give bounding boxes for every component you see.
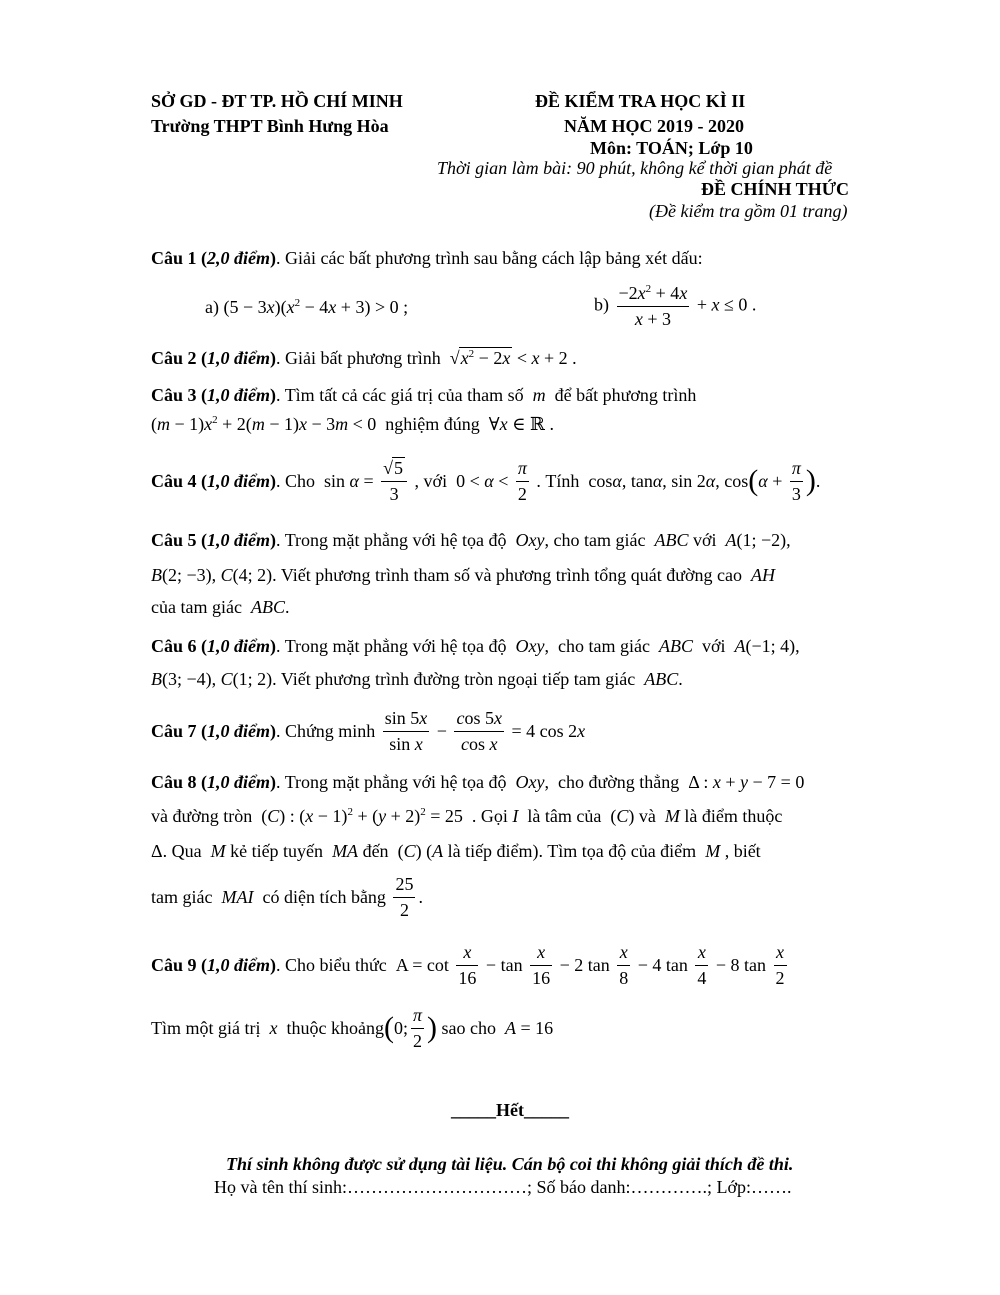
q8-line-2: và đường tròn (C) : $(x - 1)^2 + (y + 2)^2 = 25$ . Gọi I là tâm của (C) và M là điểm thuộc	[151, 806, 783, 826]
q3-text2: để bất phương trình	[554, 385, 697, 405]
q1-points: 2,0 điểm	[207, 248, 271, 268]
q8-line-4: tam giác MAI có diện tích bằng $\frac{25}{2}$ .	[151, 874, 423, 920]
question-1: Câu 1 (2,0 điểm). Giải các bất phương trình sau bằng cách lập bảng xét dấu:	[151, 248, 703, 268]
q8-text3: và đường tròn	[151, 806, 253, 826]
q8-text10: đến	[362, 841, 389, 861]
q6-points: 1,0 điểm	[207, 636, 271, 656]
q4-fraction-pi2: $\frac{\pi}{2}$	[517, 458, 527, 504]
q8-points: 1,0 điểm	[207, 772, 271, 792]
question-5: Câu 5 (1,0 điểm). Trong mặt phẳng với hệ tọa độ Oxy, cho tam giác ABC với A(1; −2),	[151, 530, 791, 550]
q9-fraction-8: $\frac{x}{8}$	[619, 942, 629, 988]
dept-name: SỞ GD - ĐT TP. HỒ CHÍ MINH	[151, 91, 403, 111]
question-7: Câu 7 (1,0 điểm). Chứng minh $\frac{\sin 5x}{\text{sin x}}$ − $\frac{\cos 5x}{\text{cos x}}$ = 4 cos 2x	[151, 708, 586, 754]
q8-text2: cho đường thẳng	[558, 772, 680, 792]
q1-part-a	[205, 297, 408, 318]
q5-text2: cho tam giác	[553, 530, 646, 550]
q6-text: . Trong mặt phẳng với hệ tọa độ	[276, 636, 507, 656]
q2-label: Câu 2	[151, 348, 197, 368]
q9-fraction-4: $\frac{x}{4}$	[697, 942, 707, 988]
q6-line-2: B(3; −4), C(1; 2). Viết phương trình đường tròn ngoại tiếp tam giác ABC.	[151, 669, 683, 689]
q4-fraction-pi3: $\frac{\pi}{3}$	[791, 458, 801, 504]
q9-fraction-16a: $\frac{x}{16}$	[458, 942, 477, 988]
q5-points: 1,0 điểm	[207, 530, 271, 550]
time-line: Thời gian làm bài: 90 phút, không kể thời gian phát đề	[437, 158, 833, 178]
q3-text3: nghiệm đúng	[385, 414, 480, 434]
q8-text5: là tâm của	[527, 806, 602, 826]
q8-text11: là tiếp điểm). Tìm tọa độ của điểm	[447, 841, 697, 861]
q4-fraction-sin: $\frac{√5}{3}$	[381, 458, 407, 504]
q9-text4: sao cho	[441, 1017, 497, 1038]
q4-label: Câu 4	[151, 470, 197, 491]
q8-fraction-area: $\frac{25}{2}$	[395, 874, 414, 920]
q8-text14: có diện tích bằng	[262, 886, 386, 907]
q5-line-3: của tam giác ABC.	[151, 597, 290, 617]
q2-points: 1,0 điểm	[207, 348, 271, 368]
subject-line: Môn: TOÁN; Lớp 10	[590, 138, 753, 158]
q7-fraction-cos: $\frac{\cos 5x}{\text{cos x}}$	[456, 708, 502, 754]
official-label: ĐỀ CHÍNH THỨC	[701, 179, 850, 199]
question-6: Câu 6 (1,0 điểm). Trong mặt phẳng với hệ tọa độ Oxy, cho tam giác ABC với A(−1; 4),	[151, 636, 800, 656]
question-8: Câu 8 (1,0 điểm). Trong mặt phẳng với hệ tọa độ Oxy, cho đường thẳng Δ : x + y − 7 = 0	[151, 772, 805, 792]
q1-label: Câu 1	[151, 248, 197, 268]
q4-text2: , với	[414, 470, 448, 491]
q8-text7: là điểm thuộc	[684, 806, 783, 826]
q5-text4: . Viết phương trình tham số và phương trình tổng quát đường cao	[272, 565, 743, 585]
question-4: Câu 4 (1,0 điểm). Cho sin α = $\frac{√5}{3}$ , với 0 < α < $\frac{\pi}{2}$ . Tính cosα, tanα, sin 2α, cos(α + $\frac{\pi}{3}$ ).	[151, 458, 821, 504]
exam-title: ĐỀ KIỂM TRA HỌC KÌ II	[535, 91, 746, 111]
q4-text3: . Tính	[536, 470, 580, 491]
q1a-formula: $(5 - 3x)(x^2 - 4x + 3) > 0$ ;	[223, 297, 409, 317]
q3-label: Câu 3	[151, 385, 197, 405]
q6-text2: cho tam giác	[558, 636, 650, 656]
end-marker: _____Hết_____	[451, 1100, 569, 1120]
q4-text: . Cho	[276, 470, 316, 491]
q8-text8: . Qua	[162, 841, 202, 861]
q6-text4: . Viết phương trình đường tròn ngoại tiếp tam giác	[272, 669, 636, 689]
q7-points: 1,0 điểm	[207, 720, 271, 741]
q9-text3: thuộc khoảng	[286, 1017, 384, 1038]
q3-text: . Tìm tất cả các giá trị của tham số	[276, 385, 524, 405]
q1b-fraction: $\frac{-2x^2 + 4x}{x + 3}$	[618, 283, 688, 329]
q8-label: Câu 8	[151, 772, 197, 792]
page-count: (Đề kiểm tra gồm 01 trang)	[649, 201, 848, 221]
q8-text13: tam giác	[151, 886, 213, 907]
q5-text3: với	[692, 530, 717, 550]
q7-text: . Chứng minh	[276, 720, 376, 741]
q1b-rest: + x ≤ 0 .	[696, 294, 757, 315]
q8-text4: . Gọi	[471, 806, 508, 826]
q3-line-2: $(m - 1)x^2 + 2(m - 1)x - 3m < 0$ nghiệm đúng ∀x ∈ ℝ .	[151, 414, 554, 434]
q1-text: . Giải các bất phương trình sau bằng cách lập bảng xét dấu:	[276, 248, 703, 268]
q9-fraction-2: $\frac{x}{2}$	[775, 942, 785, 988]
q7-label: Câu 7	[151, 720, 197, 741]
question-2: Câu 2 (1,0 điểm). Giải bất phương trình $√x^2 - 2x < x + 2$ .	[151, 348, 577, 368]
q5-line-2: B(2; −3), C(4; 2). Viết phương trình tham số và phương trình tổng quát đường cao AH	[151, 565, 776, 585]
question-3: Câu 3 (1,0 điểm). Tìm tất cả các giá trị của tham số m để bất phương trình	[151, 385, 697, 405]
q4-points: 1,0 điểm	[207, 470, 271, 491]
school-name: Trường THPT Bình Hưng Hòa	[151, 116, 389, 136]
q8-text6: và	[638, 806, 656, 826]
q2-text: . Giải bất phương trình	[276, 348, 441, 368]
q8-text12: , biết	[724, 841, 761, 861]
candidate-info-line: Họ và tên thí sinh:…………………………; Số báo danh:………….; Lớp:…….	[214, 1177, 792, 1197]
q9-fraction-16b: $\frac{x}{16}$	[532, 942, 551, 988]
q9-text2: Tìm một giá trị	[151, 1017, 261, 1038]
q8-line-3: Δ. Qua M kẻ tiếp tuyến MA đến (C) (A là tiếp điểm). Tìm tọa độ của điểm M , biết	[151, 841, 761, 861]
q9-text: . Cho biểu thức	[276, 954, 387, 975]
q7-fraction-sin: $\frac{\sin 5x}{\text{sin x}}$	[384, 708, 428, 754]
q3-points: 1,0 điểm	[207, 385, 271, 405]
q8-text9: kẻ tiếp tuyến	[230, 841, 324, 861]
q9-line-2: Tìm một giá trị x thuộc khoảng(0; $\frac{\pi}{2}$ ) sao cho A = 16	[151, 1005, 554, 1051]
q9-fraction-pi2: $\frac{\pi}{2}$	[413, 1005, 423, 1051]
q5-text: . Trong mặt phẳng với hệ tọa độ	[276, 530, 507, 550]
q1-part-b	[594, 283, 756, 329]
q2-formula: $√x^2 - 2x < x + 2$ .	[445, 348, 577, 368]
q6-label: Câu 6	[151, 636, 197, 656]
question-9: Câu 9 (1,0 điểm). Cho biểu thức A = cot $\frac{x}{16}$ − tan $\frac{x}{16}$ − 2 tan $\frac{x}{8}$ − 4 tan $\frac{x}{4}$ − 8 tan $\frac{x}{2}$	[151, 942, 785, 988]
q1a-label: a)	[205, 297, 219, 317]
q8-text: . Trong mặt phẳng với hệ tọa độ	[276, 772, 507, 792]
footer-note: Thí sinh không được sử dụng tài liệu. Cán bộ coi thi không giải thích đề thi.	[226, 1154, 794, 1174]
q5-text5: của tam giác	[151, 597, 242, 617]
q9-points: 1,0 điểm	[207, 954, 271, 975]
q1b-label: b)	[594, 294, 609, 315]
q9-label: Câu 9	[151, 954, 197, 975]
q3-formula: $(m - 1)x^2 + 2(m - 1)x - 3m < 0$	[151, 414, 381, 434]
end-text: Hết	[496, 1100, 524, 1120]
q6-text3: với	[701, 636, 726, 656]
q5-label: Câu 5	[151, 530, 197, 550]
school-year: NĂM HỌC 2019 - 2020	[564, 116, 744, 136]
